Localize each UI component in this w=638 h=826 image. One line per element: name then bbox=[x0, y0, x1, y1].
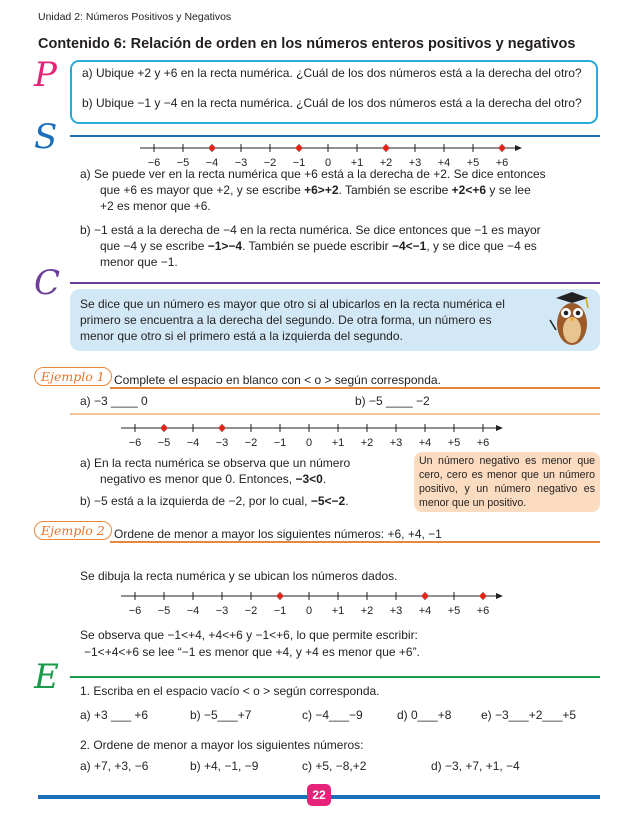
example-2-underline bbox=[110, 541, 600, 543]
conclusion-line3: menor que otro si el primero está a la izquierda del segundo. bbox=[80, 329, 403, 343]
exercise-1-item-b: b) −5___+7 bbox=[190, 708, 252, 722]
tick-label--1: −1 bbox=[273, 437, 287, 449]
tick-label-3: +3 bbox=[408, 157, 422, 169]
example-1-solution-b-text: b) −5 está a la izquierda de −2, por lo cual, bbox=[80, 494, 311, 508]
number-line-3 bbox=[117, 588, 507, 618]
example-1-solution-a-text: negativo es menor que 0. Entonces, bbox=[100, 472, 296, 486]
axis-arrow bbox=[515, 145, 522, 151]
tick-label-4: +4 bbox=[418, 605, 432, 617]
tick-label-5: +5 bbox=[447, 437, 461, 449]
example-1-badge: Ejemplo 1 bbox=[34, 367, 112, 386]
section-letter-p: P bbox=[34, 55, 57, 95]
example-1-instruction: Complete el espacio en blanco con < o > según corresponda. bbox=[114, 373, 441, 387]
problem-b: b) Ubique −1 y −4 en la recta numérica. ¿Cuál de los dos números está a la derecha del otro? bbox=[82, 96, 582, 110]
note-text: Un número negativo es menor que cero, cero es menor que un número positivo, y un número negativo es menor que un positivo. bbox=[419, 455, 595, 509]
conclusion-line2: primero se encuentra a la derecha del segundo. De otra forma, un número es bbox=[80, 313, 492, 327]
example-1-solution-a-line2 bbox=[80, 471, 410, 487]
example-2-observation-1: Se observa que −1<+4, +4<+6 y −1<+6, lo que permite escribir: bbox=[80, 628, 418, 642]
tick-label--5: −5 bbox=[157, 437, 171, 449]
solution-a-text-end: y se lee bbox=[486, 183, 531, 197]
tick-label--5: −5 bbox=[157, 605, 171, 617]
period-b: . bbox=[345, 494, 349, 508]
section-divider-c bbox=[70, 282, 600, 284]
section-letter-s: S bbox=[34, 117, 58, 157]
tick-label-0: 0 bbox=[324, 157, 332, 169]
solution-a-text: que +6 es mayor que +2, y se escribe bbox=[100, 183, 305, 197]
tick-label--2: −2 bbox=[263, 157, 277, 169]
tick-label--3: −3 bbox=[234, 157, 248, 169]
tick-label-2: +2 bbox=[379, 157, 393, 169]
exercise-1-item-c: c) −4___−9 bbox=[302, 708, 363, 722]
inequality-neg3-lt-0: −3<0 bbox=[295, 472, 323, 486]
axis-arrow bbox=[496, 425, 503, 431]
unit-header: Unidad 2: Números Positivos y Negativos bbox=[38, 11, 232, 23]
point--1 bbox=[277, 593, 283, 599]
point--3 bbox=[219, 425, 225, 431]
solution-b-line2 bbox=[80, 238, 600, 254]
example-1-solution-a bbox=[80, 455, 410, 487]
problem-a: a) Ubique +2 y +6 en la recta numérica. ¿Cuál de los dos números está a la derecha del otro? bbox=[82, 66, 582, 80]
cap-tassel bbox=[586, 298, 588, 308]
tick-label-3: +3 bbox=[389, 437, 403, 449]
tick-label-0: 0 bbox=[305, 437, 313, 449]
owl-pupil-right bbox=[576, 311, 581, 316]
solution-a bbox=[80, 166, 600, 214]
tick-label--6: −6 bbox=[128, 605, 142, 617]
section-letter-e: E bbox=[34, 657, 59, 697]
example-1-item-b: b) −5 ____ −2 bbox=[355, 394, 430, 408]
inequality-neg4-lt-neg1: −4<−1 bbox=[391, 239, 427, 253]
section-divider-s bbox=[70, 135, 600, 137]
tick-label--5: −5 bbox=[176, 157, 190, 169]
tick-label-4: +4 bbox=[418, 437, 432, 449]
tick-label-2: +2 bbox=[360, 605, 374, 617]
inequality-neg1-gt-neg4: −1>−4 bbox=[207, 239, 243, 253]
exercise-1-item-d: d) 0___+8 bbox=[397, 708, 452, 722]
conclusion-line1: Se dice que un número es mayor que otro si al ubicarlos en la recta numérica el bbox=[80, 297, 505, 311]
example-1-divider bbox=[70, 413, 600, 415]
example-2-intro: Se dibuja la recta numérica y se ubican los números dados. bbox=[80, 569, 398, 583]
solution-b-text-end: , y se dice que −4 es bbox=[426, 239, 537, 253]
period-a: . bbox=[322, 472, 327, 486]
point--5 bbox=[161, 425, 167, 431]
solution-b-line3: menor que −1. bbox=[100, 255, 178, 269]
solution-a-line2 bbox=[80, 182, 600, 198]
inequality-neg5-lt-neg2: −5<−2 bbox=[310, 494, 346, 508]
axis-arrow bbox=[496, 593, 503, 599]
tick-label-6: +6 bbox=[495, 157, 509, 169]
owl-pointer bbox=[550, 320, 556, 330]
tick-label-2: +2 bbox=[360, 437, 374, 449]
point-6 bbox=[480, 593, 486, 599]
tick-label-1: +1 bbox=[331, 605, 345, 617]
section-letter-c: C bbox=[34, 263, 61, 303]
owl-mascot bbox=[548, 290, 596, 350]
tick-label--6: −6 bbox=[128, 437, 142, 449]
exercise-2-item-a: a) +7, +3, −6 bbox=[80, 759, 149, 773]
exercise-1-item-a: a) +3 ___ +6 bbox=[80, 708, 149, 722]
solution-a-text-mid: . También se escribe bbox=[338, 183, 452, 197]
point-6 bbox=[499, 145, 505, 151]
example-1-underline bbox=[110, 387, 600, 389]
point--4 bbox=[209, 145, 215, 151]
exercise-2-item-c: c) +5, −8,+2 bbox=[302, 759, 367, 773]
example-2-instruction: Ordene de menor a mayor los siguientes números: +6, +4, −1 bbox=[114, 527, 442, 541]
example-1-solution-b bbox=[80, 493, 349, 509]
owl-pupil-left bbox=[564, 311, 569, 316]
page-title: Contenido 6: Relación de orden en los números enteros positivos y negativos bbox=[38, 36, 576, 52]
problem-box bbox=[70, 60, 598, 124]
note-box bbox=[414, 452, 600, 512]
example-1-item-a: a) −3 ____ 0 bbox=[80, 394, 148, 408]
exercise-2-item-b: b) +4, −1, −9 bbox=[190, 759, 259, 773]
number-line-2 bbox=[117, 420, 507, 450]
example-2-observation-2: −1<+4<+6 se lee “−1 es menor que +4, y +4 es menor que +6”. bbox=[84, 645, 420, 659]
tick-label--1: −1 bbox=[273, 605, 287, 617]
tick-label-0: 0 bbox=[305, 605, 313, 617]
solution-b-line1: b) −1 está a la derecha de −4 en la recta numérica. Se dice entonces que −1 es mayor bbox=[80, 223, 541, 237]
solution-b-text-mid: . También se puede escribir bbox=[242, 239, 392, 253]
tick-label--1: −1 bbox=[292, 157, 306, 169]
conclusion-box bbox=[70, 289, 600, 351]
tick-label-5: +5 bbox=[466, 157, 480, 169]
exercise-2-prompt: 2. Ordene de menor a mayor los siguientes números: bbox=[80, 738, 364, 752]
inequality-6-gt-2: +6>+2 bbox=[304, 183, 339, 197]
exercise-1-item-e: e) −3___+2___+5 bbox=[481, 708, 577, 722]
solution-a-line3: +2 es menor que +6. bbox=[100, 199, 211, 213]
tick-label--2: −2 bbox=[244, 605, 258, 617]
exercise-2-item-d: d) −3, +7, +1, −4 bbox=[431, 759, 520, 773]
tick-label--4: −4 bbox=[186, 605, 200, 617]
section-divider-e bbox=[70, 676, 600, 678]
solution-b-text: que −4 y se escribe bbox=[100, 239, 208, 253]
tick-label-6: +6 bbox=[476, 437, 490, 449]
tick-label--4: −4 bbox=[205, 157, 219, 169]
tick-label-5: +5 bbox=[447, 605, 461, 617]
point-2 bbox=[383, 145, 389, 151]
page-number: 22 bbox=[307, 784, 331, 806]
point--1 bbox=[296, 145, 302, 151]
tick-label--3: −3 bbox=[215, 605, 229, 617]
tick-label-4: +4 bbox=[437, 157, 451, 169]
exercise-1-prompt: 1. Escriba en el espacio vacío < o > según corresponda. bbox=[80, 684, 380, 698]
tick-label--3: −3 bbox=[215, 437, 229, 449]
solution-a-line1: a) Se puede ver en la recta numérica que +6 está a la derecha de +2. Se dice entonces bbox=[80, 167, 546, 181]
tick-label--2: −2 bbox=[244, 437, 258, 449]
point-4 bbox=[422, 593, 428, 599]
solution-b bbox=[80, 222, 600, 270]
tick-label--4: −4 bbox=[186, 437, 200, 449]
tick-label-1: +1 bbox=[331, 437, 345, 449]
inequality-2-lt-6: +2<+6 bbox=[451, 183, 487, 197]
example-1-solution-a-line1: a) En la recta numérica se observa que un número bbox=[80, 456, 351, 470]
tick-label-6: +6 bbox=[476, 605, 490, 617]
tick-label--6: −6 bbox=[147, 157, 161, 169]
example-2-badge: Ejemplo 2 bbox=[34, 521, 112, 540]
tick-label-3: +3 bbox=[389, 605, 403, 617]
graduation-cap bbox=[556, 292, 588, 303]
tick-label-1: +1 bbox=[350, 157, 364, 169]
